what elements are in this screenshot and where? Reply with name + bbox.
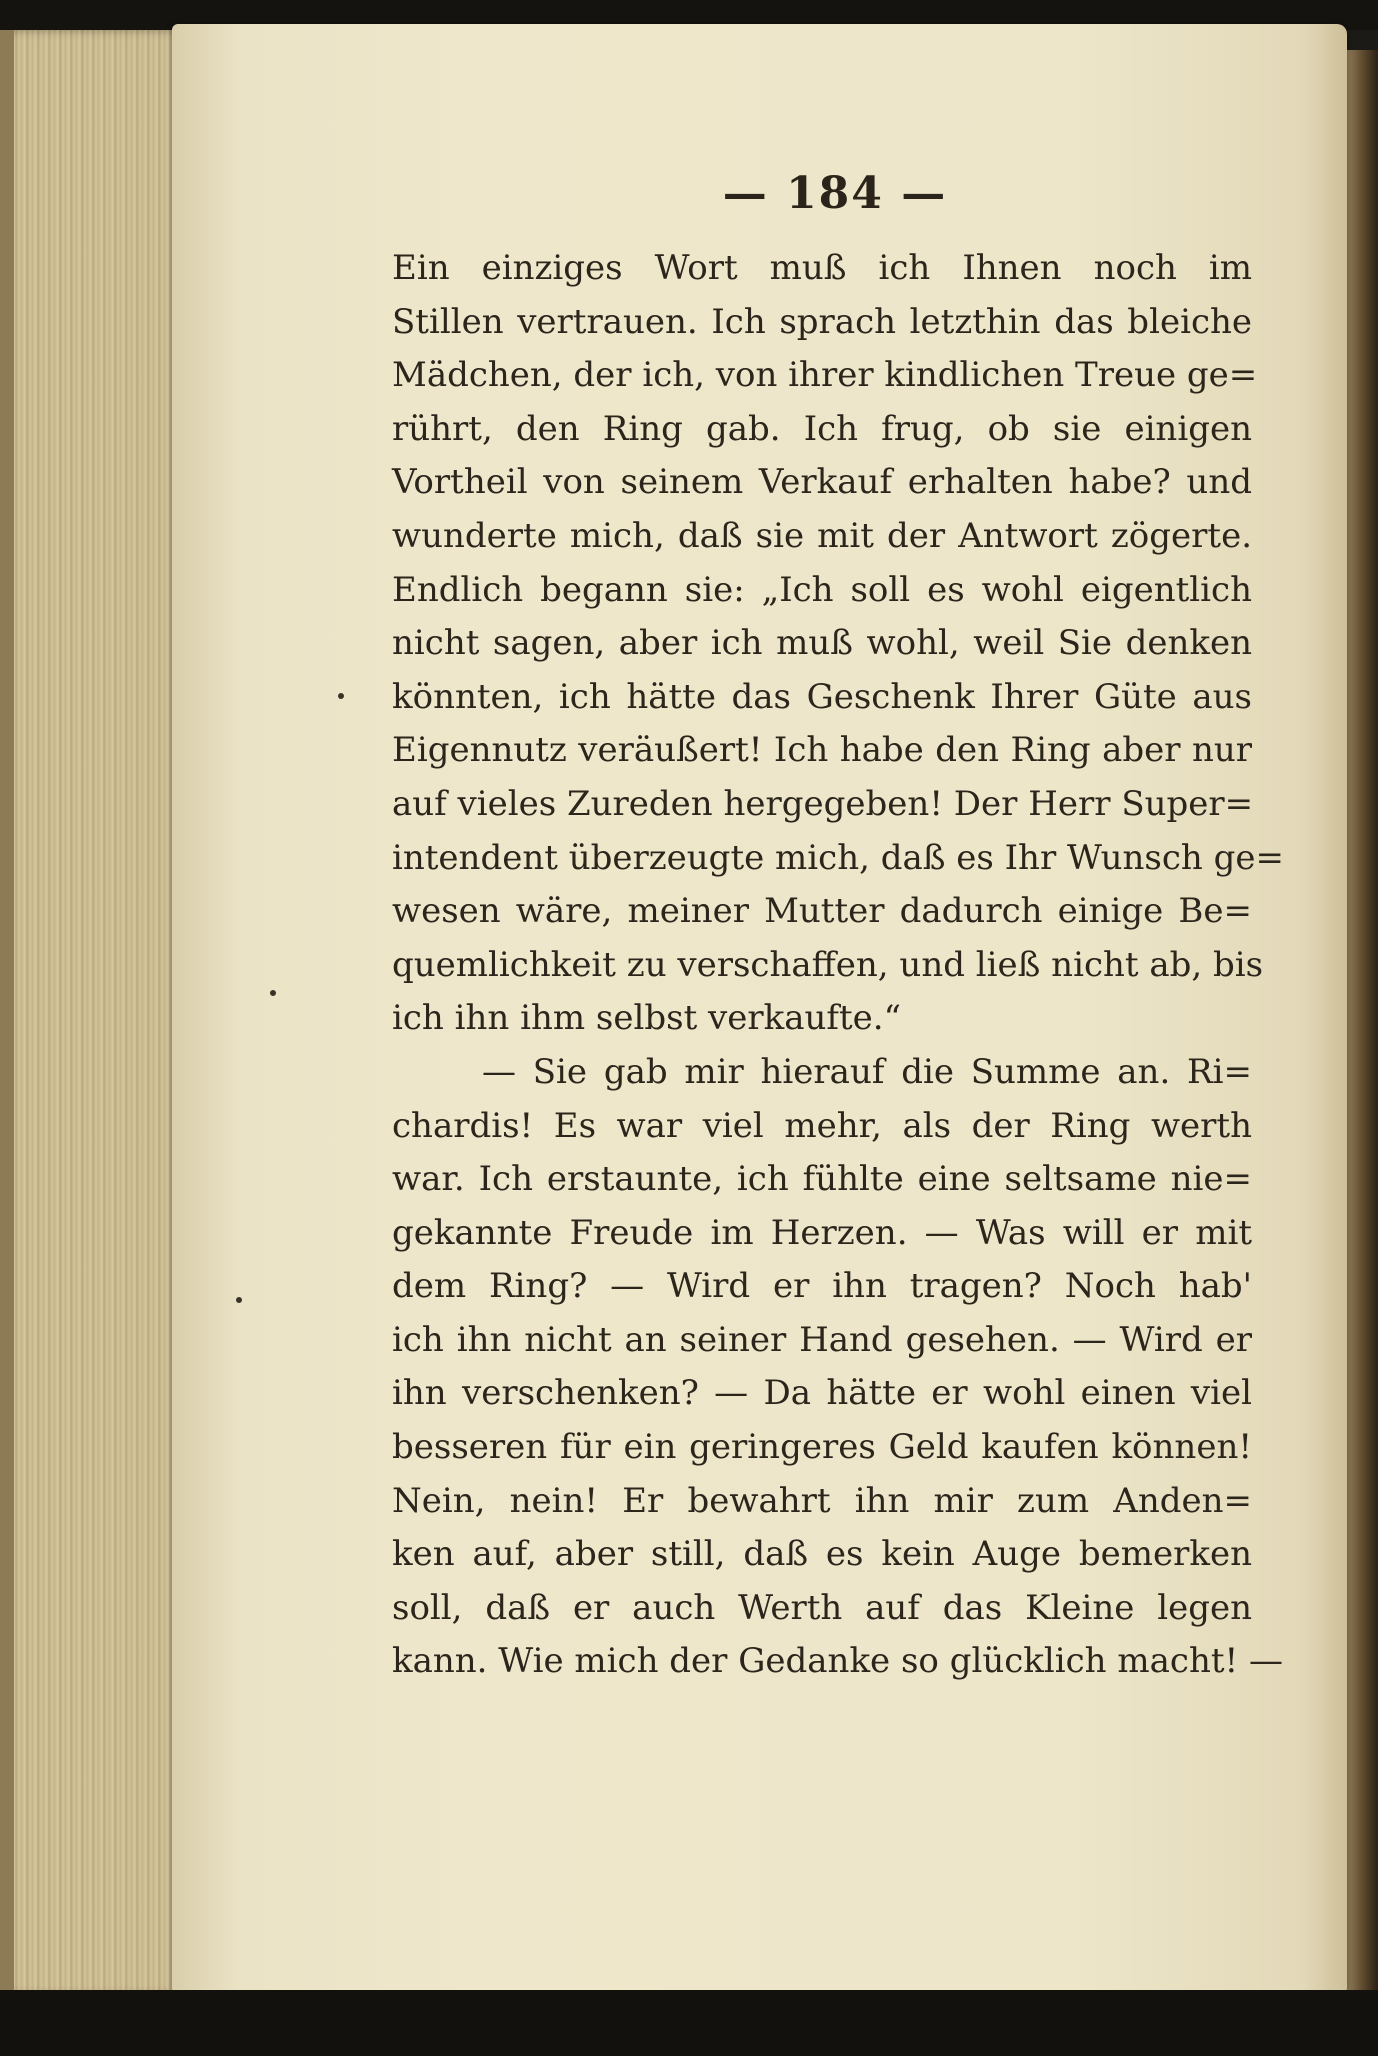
- text-line: gekannte Freude im Herzen. — Was will er mit: [392, 1212, 1252, 1253]
- text-line: Mädchen, der ich, von ihrer kindlichen Treue ge=: [392, 355, 1258, 396]
- text-line: Ein einziges Wort muß ich Ihnen noch im: [392, 248, 1252, 288]
- text-line: — Sie gab mir hierauf die Summe an. Ri=: [482, 1051, 1252, 1092]
- text-line: ken auf, aber still, daß es kein Auge bemerken: [392, 1534, 1252, 1575]
- text-line: ihn verschenken? — Da hätte er wohl einen viel: [392, 1373, 1252, 1414]
- text-line: ich ihn nicht an seiner Hand gesehen. — Wird er: [392, 1319, 1252, 1360]
- text-line: rührt, den Ring gab. Ich frug, ob sie einigen: [392, 408, 1252, 449]
- text-line: Vortheil von seinem Verkauf erhalten habe? und: [392, 462, 1252, 503]
- text-line: soll, daß er auch Werth auf das Kleine legen: [392, 1587, 1252, 1628]
- paper-speck: [236, 1297, 242, 1303]
- text-line: Eigennutz veräußert! Ich habe den Ring aber nur: [392, 730, 1252, 771]
- page-stack-edge: [0, 30, 14, 1995]
- text-line: besseren für ein geringeres Geld kaufen können!: [392, 1427, 1252, 1468]
- text-line: Nein, nein! Er bewahrt ihn mir zum Anden=: [392, 1480, 1252, 1521]
- paper-speck: [270, 990, 276, 996]
- text-line: dem Ring? — Wird er ihn tragen? Noch hab': [392, 1266, 1252, 1307]
- paper-speck: [338, 693, 344, 699]
- text-line: quemlichkeit zu verschaffen, und ließ nicht ab, bis: [392, 944, 1264, 985]
- text-line: war. Ich erstaunte, ich fühlte eine seltsame nie=: [392, 1159, 1252, 1200]
- text-line: Stillen vertrauen. Ich sprach letzthin das bleiche: [392, 301, 1252, 342]
- text-line: wesen wäre, meiner Mutter dadurch einige Be=: [392, 891, 1252, 932]
- text-line: nicht sagen, aber ich muß wohl, weil Sie denken: [392, 623, 1252, 664]
- text-line: kann. Wie mich der Gedanke so glücklich macht! —: [392, 1641, 1283, 1682]
- text-line: chardis! Es war viel mehr, als der Ring werth: [392, 1105, 1252, 1146]
- text-line: wunderte mich, daß sie mit der Antwort zögerte.: [392, 515, 1252, 556]
- scan-background-bottom: [0, 1990, 1378, 2056]
- text-line: könnten, ich hätte das Geschenk Ihrer Güte aus: [392, 676, 1252, 717]
- text-line: auf vieles Zureden hergegeben! Der Herr Super=: [392, 783, 1254, 824]
- page-body-text: [392, 242, 1284, 1689]
- text-line: ich ihn ihm selbst verkaufte.“: [392, 998, 901, 1039]
- page-stack-left: [0, 30, 185, 1995]
- text-line: Endlich begann sie: „Ich soll es wohl eigentlich: [392, 569, 1252, 610]
- page-number: — 184 —: [722, 168, 948, 219]
- text-line: intendent überzeugte mich, daß es Ihr Wunsch ge=: [392, 837, 1284, 878]
